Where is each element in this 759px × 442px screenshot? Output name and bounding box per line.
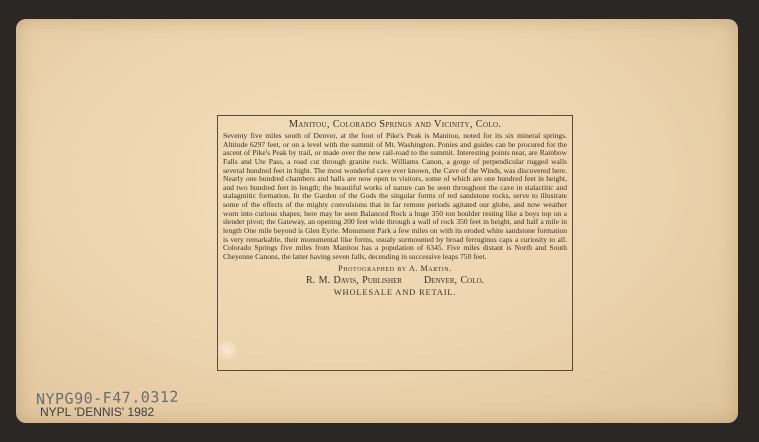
wholesale-note: WHOLESALE AND RETAIL.: [333, 287, 457, 298]
photo-credit: Photographed by A. Martin.: [338, 264, 452, 274]
collection-note: NYPL 'DENNIS' 1982: [40, 405, 155, 419]
label-body-text: Seventy five miles south of Denver, at the foot of Pike's Peak is Manitou, noted for its six mineral springs. Altitude 6297 feet, or on a level with the summit of Mt. Washington. Ponies and guides can be procured for the ascent of Pike's Peak by trail, or made over the new rail-road to the summit. Interesting points near, are Rainbow Falls and Ute Pass, a road cut through granite rock. Williams Canon, a gorge of perpendicular rugged walls several hundred feet in hight. The most wonderful cave ever known, the Cave of the Winds, was discovered here. Nearly one hundred chambers and halls are now open to visitors, some of which are one hundred feet in height, and two hundred feet in length; the beautiful works of nature can be seen throughout the cave in stalactitic and stalagmitic formation. In the Garden of the Gods the singular forms of red sandstone rocks, serve to illustrate some of the effects of the mighty convulsions that in far remote periods agitated our globe, and now weather worn into curious shapes; here may be seen Balanced Rock a huge 350 ton boulder resting like a boys top on a slender pivot; the Gateway, an opening 200 feet wide through a wall of rock 350 feet in height, and half a mile in length One mile beyond is Glen Eyrie. Monument Park a few miles on with its eroded white sandstone formation is very remarkable, their monumental like forms, usualy surmounted by broad ferruginus caps a curiosity to all. Colorado Springs five miles from Manitou has a population of 6345. Five miles distant is North and South Cheyenne Canons, the latter having seven falls, decending in successive leaps 750 feet.: [223, 131, 567, 261]
publisher-location: Denver, Colo.: [423, 275, 485, 287]
publisher-line: [221, 275, 569, 286]
publisher-name: R. M. Davis, Publisher: [305, 275, 402, 287]
printed-label: [217, 115, 573, 371]
accession-number: NYPG90-F47.0312: [35, 387, 180, 409]
label-title: Manitou, Colorado Springs and Vicinity, Colo.: [288, 119, 502, 130]
stereograph-card-back: [16, 19, 738, 423]
